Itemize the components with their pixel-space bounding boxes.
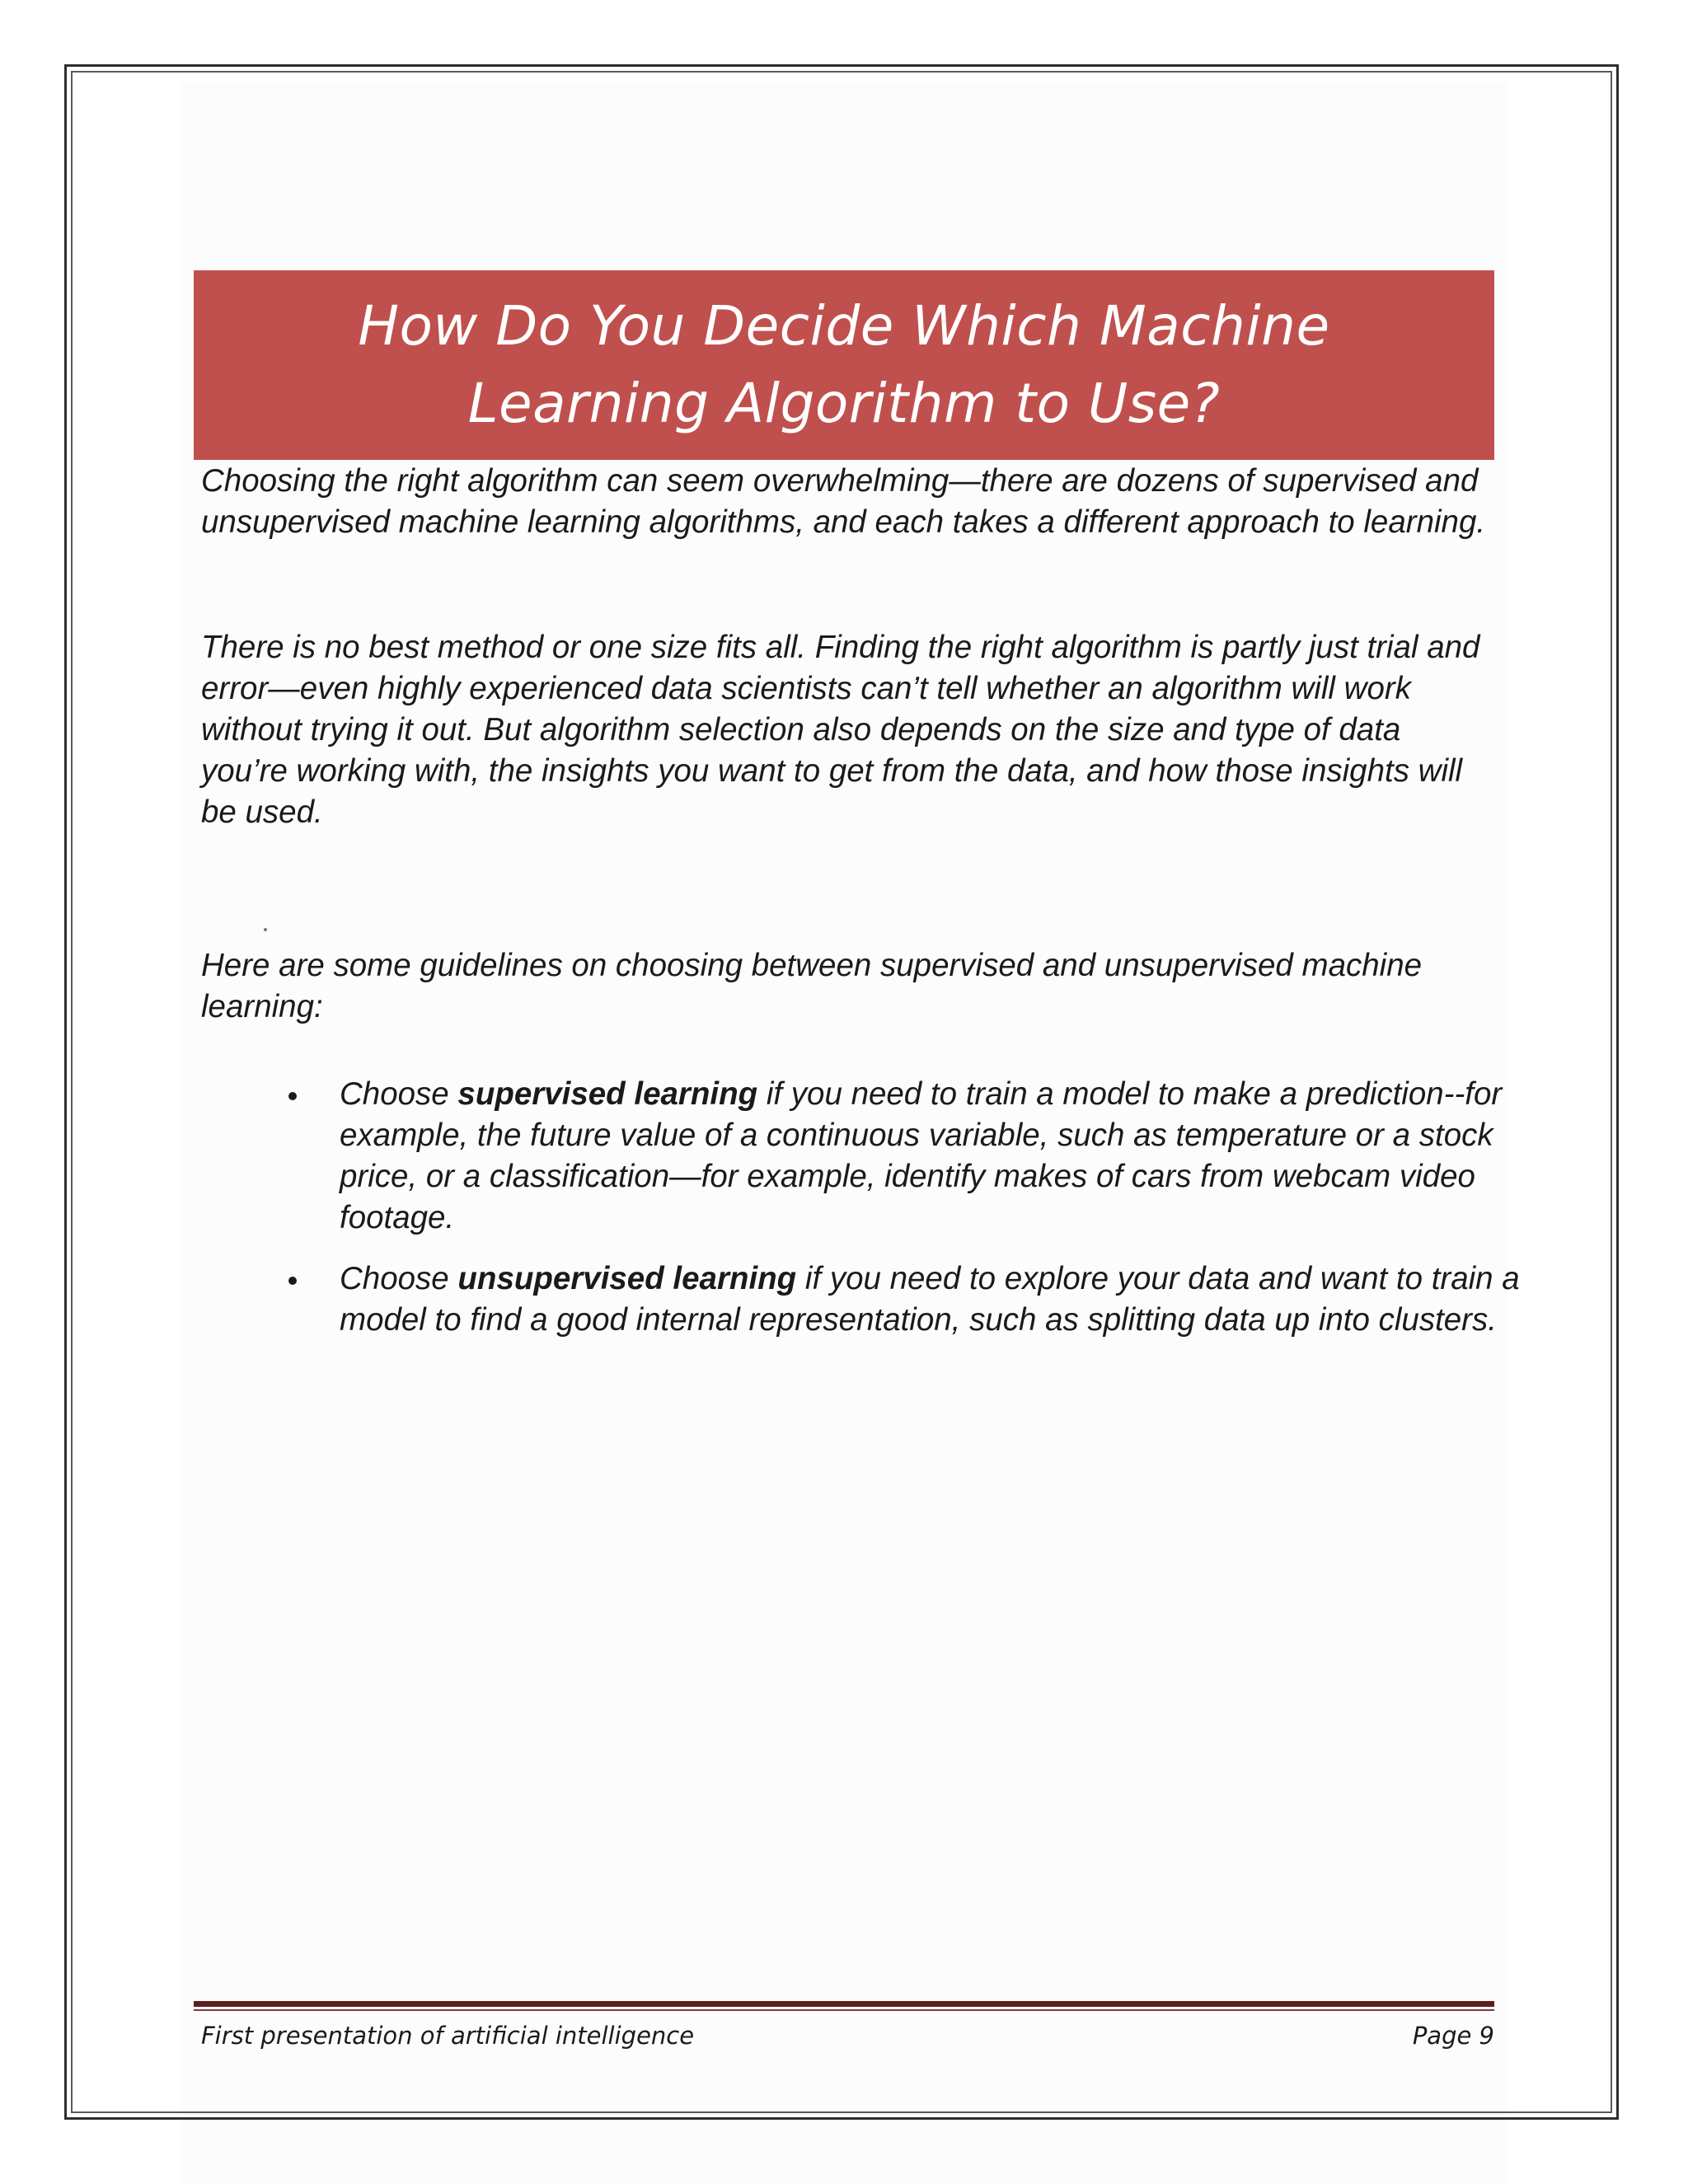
bullet-dot bbox=[288, 1277, 297, 1285]
bullet-dot bbox=[288, 1092, 297, 1100]
bullet-rest: if you need to explore your data and want to train a model to find a good internal representation, such as splitting data up into clusters. bbox=[340, 1261, 1520, 1338]
intro-paragraph: Choosing the right algorithm can seem overwhelming—there are dozens of supervised and unsupervised machine learning algorithms, and each takes a different approach to learning. bbox=[201, 463, 1486, 540]
bullet-term: supervised learning bbox=[457, 1076, 758, 1112]
footer-rule-thin bbox=[194, 2009, 1494, 2011]
title-line-2: Learning Algorithm to Use? bbox=[467, 372, 1221, 435]
footer-page-number: Page 9 bbox=[1412, 2022, 1494, 2050]
no-best-method-paragraph: There is no best method or one size fits all. Finding the right algorithm is partly just trial and error—even highly experienced data scientists can’t tell whether an algorithm will work without trying it out. But algorithm selection also depends on the size and type of data you’re working with, the insights you want to get from the data, and how those insights will be used. bbox=[201, 630, 1480, 830]
bullet-rest: if you need to train a model to make a prediction--for example, the future value of a continuous variable, such as temperature or a stock price, or a classification—for example, identify makes of cars from webcam video footage. bbox=[340, 1076, 1503, 1235]
bullet-term: unsupervised learning bbox=[457, 1261, 797, 1296]
bullet-prefix: Choose bbox=[340, 1261, 458, 1296]
footer-document-title: First presentation of artificial intelligence bbox=[201, 2022, 695, 2050]
footer-rule bbox=[194, 2001, 1494, 2007]
bullet-text bbox=[340, 1074, 1526, 1239]
bullet-prefix: Choose bbox=[340, 1076, 458, 1112]
bullet-text bbox=[340, 1258, 1526, 1341]
title-line-1: How Do You Decide Which Machine bbox=[358, 294, 1330, 358]
guidelines-intro-paragraph: Here are some guidelines on choosing between supervised and unsupervised machine learning: bbox=[201, 948, 1423, 1024]
stray-mark bbox=[264, 928, 267, 931]
title-banner bbox=[194, 270, 1494, 460]
